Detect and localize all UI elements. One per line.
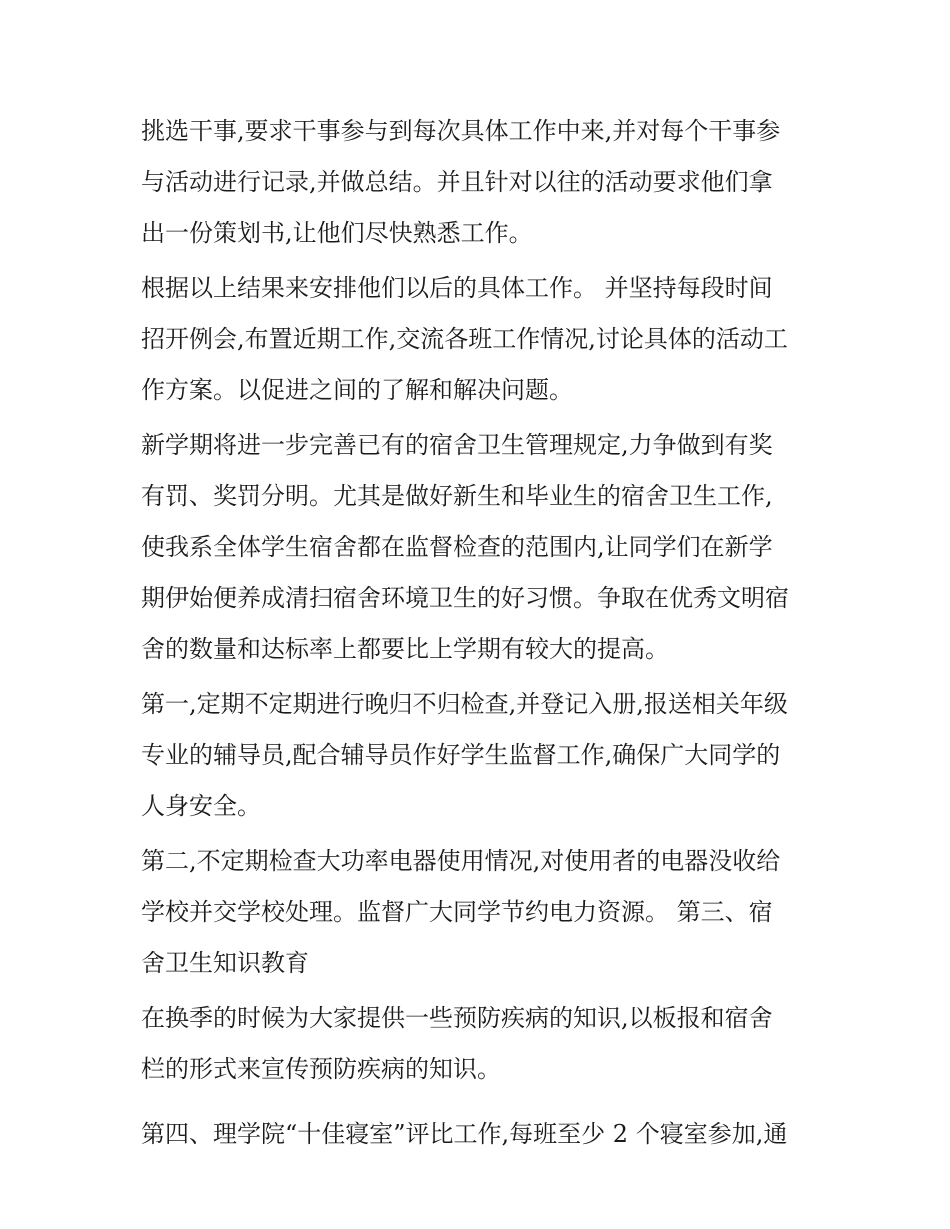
text-line: 招开例会,布置近期工作,交流各班工作情况,讨论具体的活动工 bbox=[141, 325, 788, 353]
text-line: 与活动进行记录,并做总结。并且针对以往的活动要求他们拿 bbox=[141, 168, 773, 196]
text-line: 挑选干事,要求干事参与到每次具体工作中来,并对每个干事参 bbox=[141, 117, 781, 145]
text-line: 出一份策划书,让他们尽快熟悉工作。 bbox=[141, 219, 533, 247]
text-line: 专业的辅导员,配合辅导员作好学生监督工作,确保广大同学的 bbox=[141, 741, 781, 769]
document-body bbox=[141, 106, 813, 1160]
text-line: 人身安全。 bbox=[141, 792, 261, 820]
text-line: 有罚、奖罚分明。尤其是做好新生和毕业生的宿舍卫生工作, bbox=[141, 482, 773, 510]
text-line: 期伊始便养成清扫宿舍环境卫生的好习惯。争取在优秀文明宿 bbox=[141, 584, 789, 612]
text-line: 根据以上结果来安排他们以后的具体工作。 并坚持每段时间 bbox=[141, 274, 773, 302]
text-line: 使我系全体学生宿舍都在监督检查的范围内,让同学们在新学 bbox=[141, 533, 773, 561]
text-line: 舍的数量和达标率上都要比上学期有较大的提高。 bbox=[141, 635, 669, 663]
text-line: 新学期将进一步完善已有的宿舍卫生管理规定,力争做到有奖 bbox=[141, 431, 773, 459]
text-line: 学校并交学校处理。监督广大同学节约电力资源。 第三、宿 bbox=[141, 898, 773, 926]
text-line: 在换季的时候为大家提供一些预防疾病的知识,以板报和宿舍 bbox=[141, 1004, 773, 1032]
text-line: 第二,不定期检查大功率电器使用情况,对使用者的电器没收给 bbox=[141, 847, 781, 875]
text-line: 第一,定期不定期进行晚归不归检查,并登记入册,报送相关年级 bbox=[141, 690, 788, 718]
text-line: 第四、理学院“十佳寝室”评比工作,每班至少 2 个寝室参加,通 bbox=[141, 1120, 788, 1148]
text-line: 舍卫生知识教育 bbox=[141, 949, 309, 977]
text-line: 栏的形式来宣传预防疾病的知识。 bbox=[141, 1055, 501, 1083]
text-line: 作方案。以促进之间的了解和解决问题。 bbox=[141, 376, 573, 404]
